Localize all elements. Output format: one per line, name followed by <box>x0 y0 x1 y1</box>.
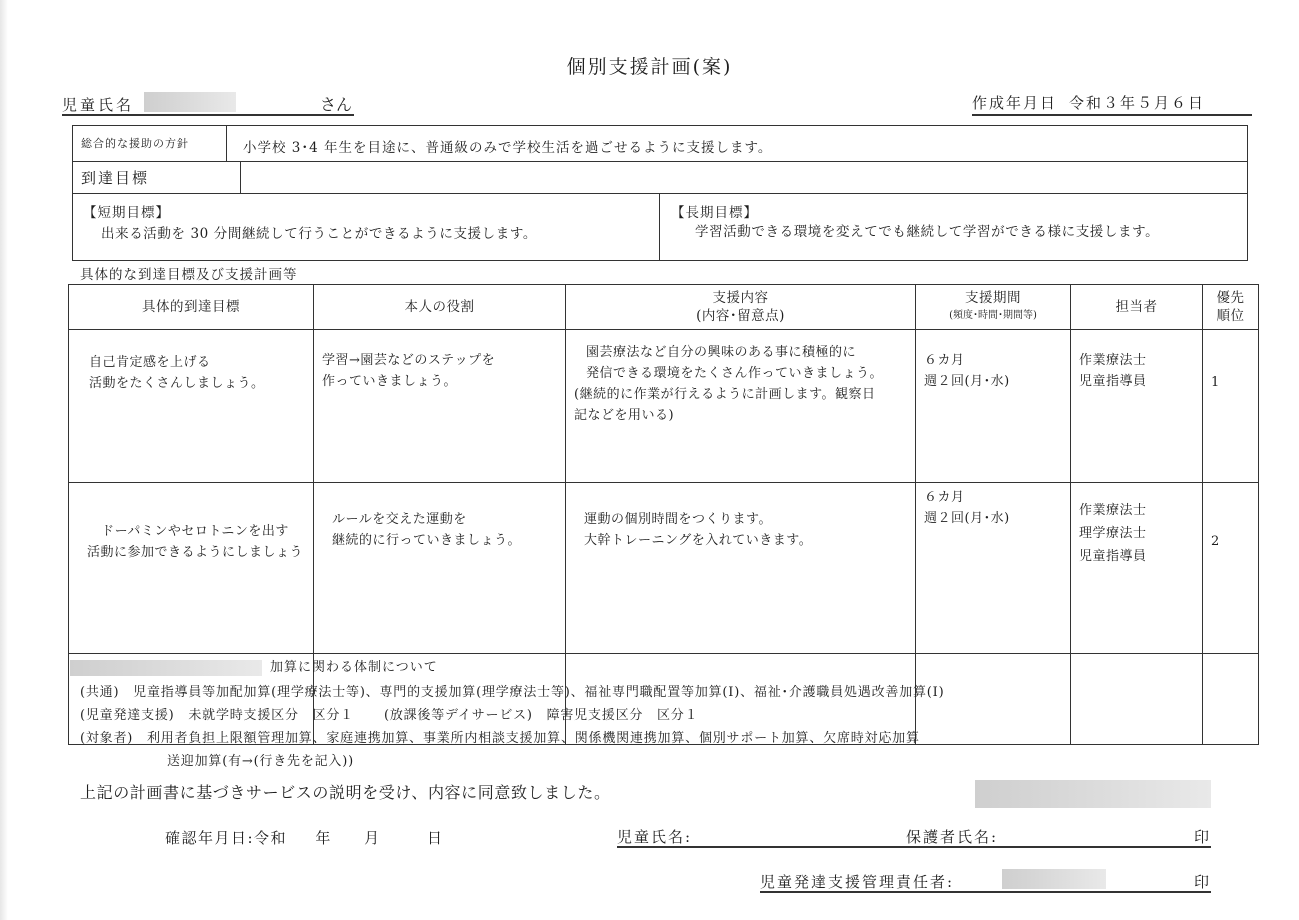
cell-line: ６カ月 <box>924 490 965 505</box>
cell-role <box>314 483 566 654</box>
cell-line: 園芸療法など自分の興味のある事に積極的に <box>586 345 857 360</box>
cell-line: 継続的に行っていきましょう。 <box>332 533 522 548</box>
addon-heading <box>70 656 438 676</box>
support-policy-value: 小学校 3･4 年生を目途に、普通級のみで学校生活を過ごせるように支援します。 <box>243 140 773 156</box>
created-date-line <box>972 92 1252 116</box>
redacted-facility-name <box>70 660 262 676</box>
cell-line: 作業療法士 <box>1079 503 1147 518</box>
cell-priority <box>1203 654 1259 745</box>
cell-line: ドーパミンやセロトニンを出す <box>101 524 289 539</box>
short-term-goal <box>73 194 660 260</box>
manager-label: 児童発達支援管理責任者: <box>760 873 955 891</box>
cell-priority: 1 <box>1203 330 1259 483</box>
header-support <box>566 285 916 330</box>
cell-line: 運動の個別時間をつくります。 <box>584 512 772 527</box>
cell-line: 活動に参加できるようにしましょう <box>86 545 303 560</box>
child-signature-label: 児童氏名: <box>617 828 693 846</box>
addon-heading-text: 加算に関わる体制について <box>270 660 438 675</box>
table-row <box>69 330 1259 483</box>
long-term-text: 学習活動できる環境を変えてでも継続して学習ができる様に支援します。 <box>695 224 1160 240</box>
confirm-year-label: 年 <box>315 829 332 847</box>
cell-support <box>566 330 916 483</box>
cell-goal <box>69 330 314 483</box>
cell-line: 作っていきましょう。 <box>322 374 458 389</box>
header-priority <box>1203 285 1259 330</box>
cell-period <box>916 483 1071 654</box>
table-row <box>69 483 1259 654</box>
confirm-day-label: 日 <box>426 829 444 847</box>
table-header-row <box>69 285 1259 330</box>
target-goal-label: 到達目標 <box>73 162 241 193</box>
addon-transport: 送迎加算(有→(行き先を記入)) <box>167 754 354 769</box>
term-goals-row <box>72 193 1248 261</box>
cell-line: 大幹トレーニングを入れていきます。 <box>584 533 813 548</box>
confirm-date-label: 確認年月日:令和 <box>165 829 288 847</box>
support-plan-table <box>68 284 1259 745</box>
cell-line: ６カ月 <box>924 353 965 368</box>
redacted-child-name <box>144 92 236 112</box>
confirm-month-label: 月 <box>364 829 381 847</box>
child-name-suffix: さん <box>320 95 353 114</box>
child-name-label: 児童氏名 <box>62 96 135 114</box>
header-priority-2: 順位 <box>1216 308 1245 324</box>
plan-section-label: 具体的な到達目標及び支援計画等 <box>80 267 298 283</box>
cell-staff <box>1071 330 1203 483</box>
seal-mark: 印 <box>1193 828 1209 846</box>
created-date-label: 作成年月日 <box>972 94 1058 112</box>
short-term-text: 出来る活動を 30 分間継続して行うことができるように支援します。 <box>101 226 537 242</box>
scan-edge-shadow <box>0 0 8 920</box>
header-period-sub: (頻度･時間･期間等) <box>949 310 1037 321</box>
addon-development <box>80 704 698 723</box>
cell-line: 自己肯定感を上げる <box>89 355 211 370</box>
cell-line: 作業療法士 <box>1079 353 1147 368</box>
support-policy-label: 総合的な援助の方針 <box>73 126 227 161</box>
addon-development-text: (児童発達支援) 未就学時支援区分 区分１ <box>80 708 354 723</box>
cell-line: 週２回(月･水) <box>924 374 1010 389</box>
header-role: 本人の役割 <box>314 285 566 330</box>
long-term-goal <box>659 194 1247 260</box>
header-support-main: 支援内容 <box>712 290 769 306</box>
cell-role <box>314 330 566 483</box>
cell-line: 理学療法士 <box>1079 526 1147 541</box>
guardian-signature-label: 保護者氏名: <box>906 828 999 846</box>
cell-line: 記などを用いる) <box>574 408 675 423</box>
cell-staff <box>1071 654 1203 745</box>
support-policy-row <box>72 125 1248 162</box>
target-goal-row <box>72 161 1248 194</box>
cell-line: ルールを交えた運動を <box>332 512 467 527</box>
cell-staff <box>1071 483 1203 654</box>
header-staff: 担当者 <box>1071 285 1203 330</box>
redacted-facility-stamp <box>975 780 1211 808</box>
confirm-date <box>165 827 443 848</box>
addon-target: (対象者) 利用者負担上限額管理加算、家庭連携加算、事業所内相談支援加算、関係機関連携加算、個別サポート加算、欠席時対応加算 <box>80 731 920 746</box>
header-goal: 具体的到達目標 <box>69 285 314 330</box>
redacted-manager-name <box>1002 869 1106 889</box>
long-term-label: 【長期目標】 <box>671 205 758 221</box>
short-term-label: 【短期目標】 <box>83 205 170 221</box>
cell-line: 児童指導員 <box>1079 374 1147 389</box>
header-support-sub: (内容･留意点) <box>696 308 785 324</box>
consent-statement: 上記の計画書に基づきサービスの説明を受け、内容に同意致しました。 <box>80 783 611 802</box>
signature-line[interactable] <box>617 824 1211 848</box>
cell-line: 発信できる環境をたくさん作っていきましょう。 <box>586 366 884 381</box>
document-title: 個別支援計画(案) <box>566 56 733 78</box>
header-priority-1: 優先 <box>1216 290 1245 306</box>
cell-line: 児童指導員 <box>1079 549 1147 564</box>
manager-signature-line[interactable] <box>760 867 1211 893</box>
cell-line: 週２回(月･水) <box>924 511 1010 526</box>
seal-mark: 印 <box>1193 873 1209 891</box>
cell-line: (継続的に作業が行えるように計画します。観察日 <box>574 387 876 402</box>
cell-line: 活動をたくさんしましょう。 <box>89 376 265 391</box>
cell-priority: 2 <box>1203 483 1259 654</box>
created-date-value: 令和３年５月６日 <box>1069 94 1206 112</box>
cell-line: 学習→園芸などのステップを <box>322 353 496 368</box>
addon-after-school-text: (放課後等デイサービス) 障害児支援区分 区分１ <box>383 708 699 723</box>
header-period-main: 支援期間 <box>965 290 1021 306</box>
child-name-line <box>62 92 354 116</box>
addon-common: (共通) 児童指導員等加配加算(理学療法士等)、専門的支援加算(理学療法士等)、福祉専門職配置等加算(Ⅰ)、福祉･介護職員処遇改善加算(Ⅰ) <box>80 685 945 700</box>
cell-goal <box>69 483 314 654</box>
header-period <box>916 285 1071 330</box>
cell-support <box>566 483 916 654</box>
cell-period <box>916 330 1071 483</box>
